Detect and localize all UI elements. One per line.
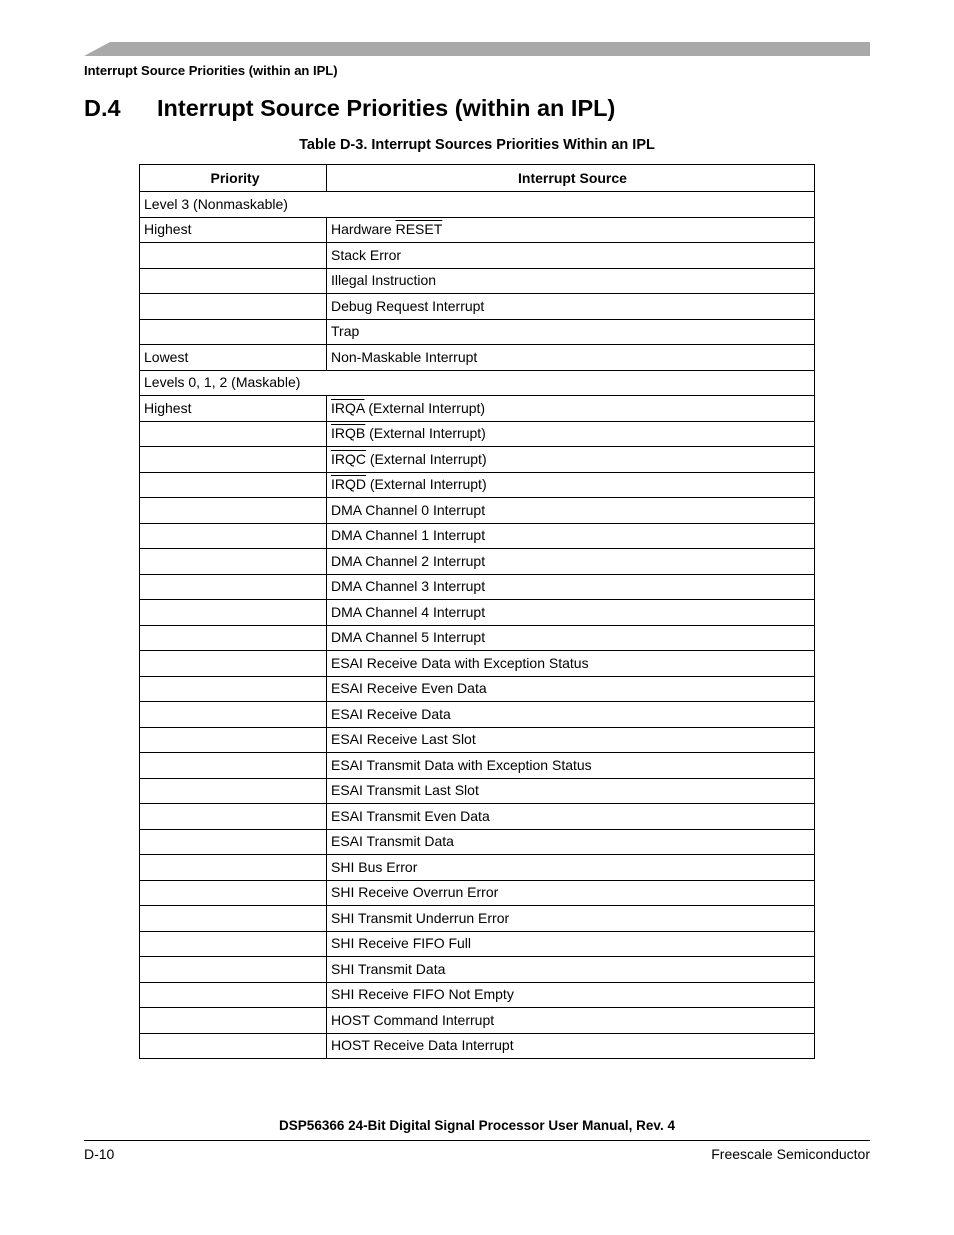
interrupt-source-cell [327, 1033, 815, 1059]
table-row [140, 982, 815, 1008]
column-header-interrupt-source: Interrupt Source [327, 165, 815, 192]
interrupt-source-cell [327, 345, 815, 371]
priority-cell [140, 855, 327, 881]
interrupt-source-text: Stack Error [331, 246, 402, 263]
table-row [140, 243, 815, 269]
interrupt-source-text: ESAI Transmit Data [331, 833, 454, 850]
interrupt-source-cell [327, 294, 815, 320]
group-label: Level 3 (Nonmaskable) [140, 192, 815, 218]
table-row [140, 600, 815, 626]
interrupt-source-text: HOST Command Interrupt [331, 1011, 495, 1028]
interrupt-source-text: SHI Receive FIFO Full [331, 935, 472, 952]
table-row [140, 855, 815, 881]
priority-cell [140, 549, 327, 575]
priority-cell: Lowest [140, 345, 327, 371]
interrupt-source-text: ESAI Receive Even Data [331, 680, 487, 697]
priority-cell [140, 804, 327, 830]
interrupt-source-cell [327, 243, 815, 269]
interrupt-source-cell [327, 1008, 815, 1034]
table-row [140, 294, 815, 320]
interrupt-source-cell [327, 625, 815, 651]
priority-cell [140, 702, 327, 728]
interrupt-source-text: HOST Receive Data Interrupt [331, 1037, 514, 1054]
priority-cell [140, 957, 327, 983]
interrupt-source-cell [327, 702, 815, 728]
interrupt-source-text: SHI Transmit Data [331, 960, 446, 977]
table-body [140, 192, 815, 1059]
priority-cell [140, 294, 327, 320]
company-name: Freescale Semiconductor [711, 1146, 870, 1162]
interrupt-source-cell [327, 319, 815, 345]
priority-cell [140, 447, 327, 473]
priority-cell [140, 727, 327, 753]
table-row [140, 447, 815, 473]
table-header-row [140, 165, 815, 192]
interrupt-source-cell [327, 268, 815, 294]
priority-cell [140, 651, 327, 677]
interrupt-source-cell [327, 727, 815, 753]
interrupt-source-text: Illegal Instruction [331, 272, 437, 289]
interrupt-source-text: ESAI Transmit Even Data [331, 807, 490, 824]
table-row [140, 472, 815, 498]
page-number: D-10 [84, 1146, 115, 1162]
table-row [140, 1008, 815, 1034]
priority-cell [140, 1033, 327, 1059]
priority-cell [140, 906, 327, 932]
table-group-row [140, 370, 815, 396]
interrupt-source-cell [327, 498, 815, 524]
table-row [140, 906, 815, 932]
interrupt-source-text: (External Interrupt) [366, 476, 487, 493]
footer-rule [84, 1140, 870, 1141]
priority-cell [140, 268, 327, 294]
section-title: Interrupt Source Priorities (within an IPL) [157, 95, 616, 121]
priority-cell [140, 829, 327, 855]
interrupt-source-cell [327, 396, 815, 422]
table-row [140, 498, 815, 524]
table-row [140, 523, 815, 549]
interrupt-source-cell [327, 523, 815, 549]
table-row [140, 676, 815, 702]
priority-cell [140, 319, 327, 345]
interrupt-source-text: ESAI Receive Last Slot [331, 731, 476, 748]
interrupt-source-cell [327, 855, 815, 881]
table-row [140, 880, 815, 906]
priority-cell [140, 498, 327, 524]
priority-cell [140, 982, 327, 1008]
interrupt-source-text: (External Interrupt) [364, 399, 486, 416]
interrupt-source-cell [327, 472, 815, 498]
header-decorative-bar [84, 42, 870, 56]
interrupt-source-cell [327, 447, 815, 473]
active-low-signal-name: IRQA [331, 399, 365, 416]
interrupt-source-cell [327, 753, 815, 779]
interrupt-source-text: ESAI Receive Data with Exception Status [331, 654, 589, 671]
interrupt-source-cell [327, 957, 815, 983]
priority-cell: Highest [140, 217, 327, 243]
interrupt-source-text: DMA Channel 0 Interrupt [331, 501, 486, 518]
interrupt-source-cell [327, 829, 815, 855]
active-low-signal-name: IRQD [331, 476, 366, 493]
interrupt-source-cell [327, 906, 815, 932]
table-row [140, 421, 815, 447]
priority-cell [140, 880, 327, 906]
interrupt-source-cell [327, 549, 815, 575]
interrupt-source-cell [327, 804, 815, 830]
interrupt-source-text: SHI Receive Overrun Error [331, 884, 499, 901]
table-row [140, 931, 815, 957]
interrupt-source-text: DMA Channel 3 Interrupt [331, 578, 486, 595]
priority-cell [140, 778, 327, 804]
interrupt-source-text: ESAI Receive Data [331, 705, 451, 722]
interrupt-source-text: DMA Channel 2 Interrupt [331, 552, 486, 569]
interrupt-source-text: Debug Request Interrupt [331, 297, 485, 314]
table-row [140, 217, 815, 243]
interrupt-priority-table [139, 164, 815, 1059]
priority-cell [140, 676, 327, 702]
table-group-row [140, 192, 815, 218]
priority-cell [140, 472, 327, 498]
table-row [140, 574, 815, 600]
table-row [140, 702, 815, 728]
table-row [140, 625, 815, 651]
priority-cell [140, 574, 327, 600]
priority-cell [140, 1008, 327, 1034]
table-row [140, 804, 815, 830]
table-caption: Table D-3. Interrupt Sources Priorities Within an IPL [299, 137, 655, 153]
table-row [140, 268, 815, 294]
interrupt-source-text: ESAI Transmit Data with Exception Status [331, 756, 592, 773]
table-row [140, 1033, 815, 1059]
table-row [140, 396, 815, 422]
section-number: D.4 [84, 95, 121, 121]
interrupt-source-text: SHI Bus Error [331, 858, 418, 875]
interrupt-source-cell [327, 574, 815, 600]
priority-cell [140, 600, 327, 626]
priority-cell [140, 523, 327, 549]
interrupt-source-cell [327, 778, 815, 804]
table-row [140, 651, 815, 677]
priority-cell [140, 421, 327, 447]
interrupt-source-cell [327, 880, 815, 906]
interrupt-source-text: Hardware [331, 221, 396, 238]
table-row [140, 319, 815, 345]
interrupt-source-text: SHI Receive FIFO Not Empty [331, 986, 514, 1003]
priority-cell [140, 625, 327, 651]
table-row [140, 753, 815, 779]
table-row [140, 345, 815, 371]
table-row [140, 829, 815, 855]
table-row [140, 957, 815, 983]
table-row [140, 549, 815, 575]
interrupt-source-text: (External Interrupt) [366, 450, 487, 467]
active-low-signal-name: IRQC [331, 450, 366, 467]
interrupt-source-cell [327, 982, 815, 1008]
interrupt-source-text: Trap [331, 323, 360, 340]
section-heading [84, 95, 615, 122]
interrupt-source-cell [327, 217, 815, 243]
group-label: Levels 0, 1, 2 (Maskable) [140, 370, 815, 396]
interrupt-source-text: DMA Channel 4 Interrupt [331, 603, 486, 620]
interrupt-source-cell [327, 651, 815, 677]
table-row [140, 778, 815, 804]
running-head: Interrupt Source Priorities (within an IPL) [84, 63, 338, 78]
interrupt-source-cell [327, 676, 815, 702]
priority-cell [140, 931, 327, 957]
column-header-priority: Priority [140, 165, 327, 192]
interrupt-source-cell [327, 600, 815, 626]
interrupt-source-text: DMA Channel 5 Interrupt [331, 629, 486, 646]
footer-manual-title: DSP56366 24-Bit Digital Signal Processor User Manual, Rev. 4 [279, 1118, 675, 1133]
active-low-signal-name: RESET [395, 221, 443, 238]
table-row [140, 727, 815, 753]
interrupt-source-text: SHI Transmit Underrun Error [331, 909, 510, 926]
priority-cell [140, 243, 327, 269]
interrupt-source-text: (External Interrupt) [365, 425, 486, 442]
interrupt-source-text: ESAI Transmit Last Slot [331, 782, 479, 799]
priority-cell: Highest [140, 396, 327, 422]
interrupt-source-cell [327, 931, 815, 957]
interrupt-source-text: DMA Channel 1 Interrupt [331, 527, 486, 544]
active-low-signal-name: IRQB [331, 425, 366, 442]
interrupt-source-text: Non-Maskable Interrupt [331, 348, 478, 365]
priority-cell [140, 753, 327, 779]
interrupt-source-cell [327, 421, 815, 447]
